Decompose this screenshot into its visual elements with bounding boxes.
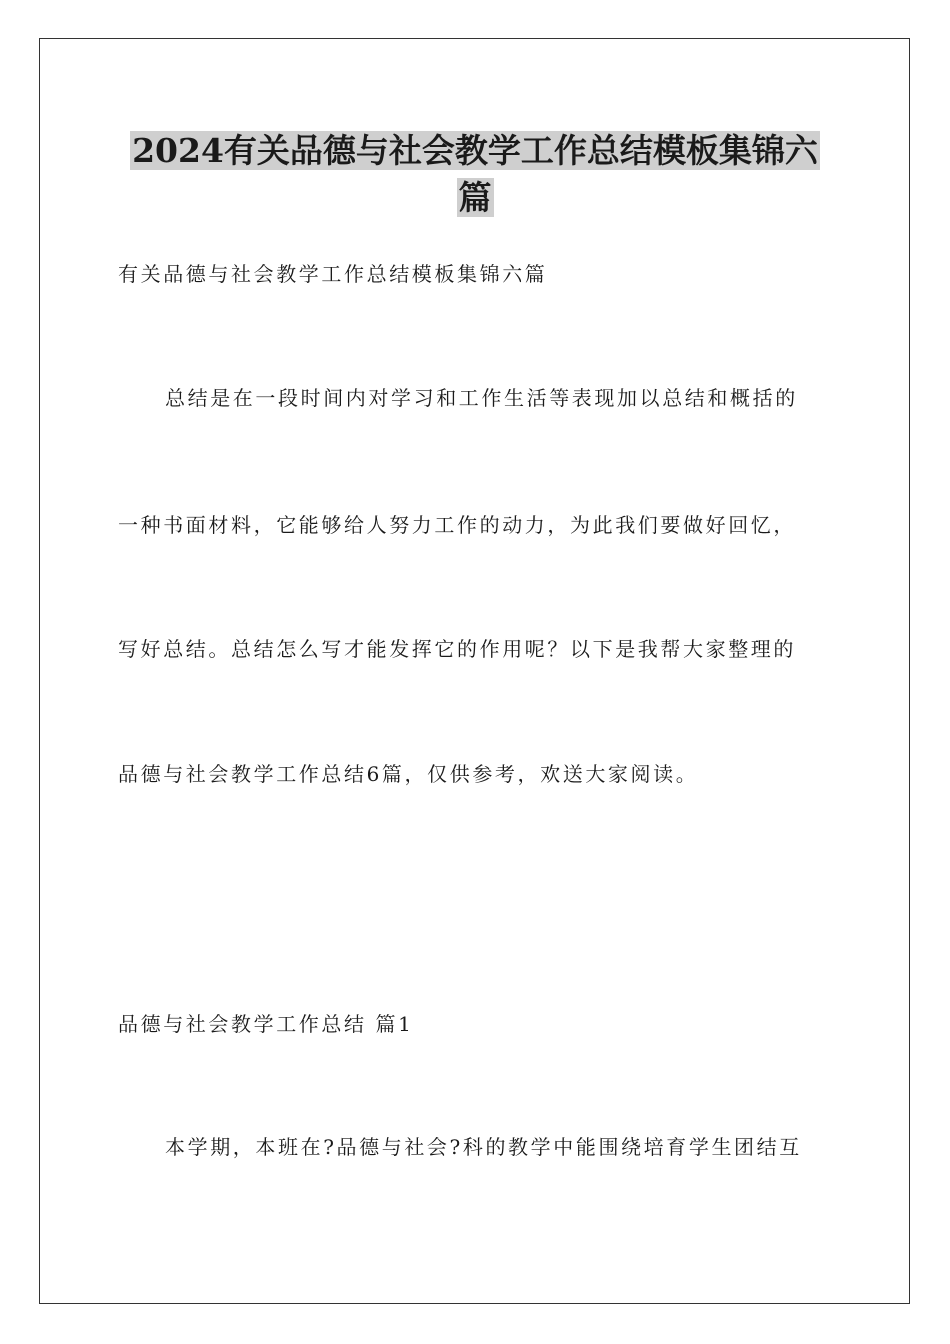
- section-heading: 品德与社会教学工作总结 篇1: [118, 1012, 414, 1036]
- section-paragraph-line: 本学期，本班在?品德与社会?科的教学中能围绕培育学生团结互: [165, 1135, 802, 1159]
- intro-paragraph-line: 总结是在一段时间内对学习和工作生活等表现加以总结和概括的: [165, 386, 798, 410]
- document-title-continued: [0, 176, 950, 220]
- intro-paragraph-line: 写好总结。总结怎么写才能发挥它的作用呢？以下是我帮大家整理的: [118, 637, 796, 661]
- title-line-1: 2024有关品德与社会教学工作总结模板集锦六: [132, 131, 818, 170]
- intro-paragraph-line: 一种书面材料，它能够给人努力工作的动力，为此我们要做好回忆，: [118, 513, 796, 537]
- title-line-2: 篇: [458, 178, 492, 217]
- document-title: [0, 129, 950, 173]
- intro-paragraph-line: 品德与社会教学工作总结6篇，仅供参考，欢送大家阅读。: [118, 762, 699, 786]
- page-border: [39, 38, 910, 1304]
- document-subtitle: 有关品德与社会教学工作总结模板集锦六篇: [118, 262, 548, 286]
